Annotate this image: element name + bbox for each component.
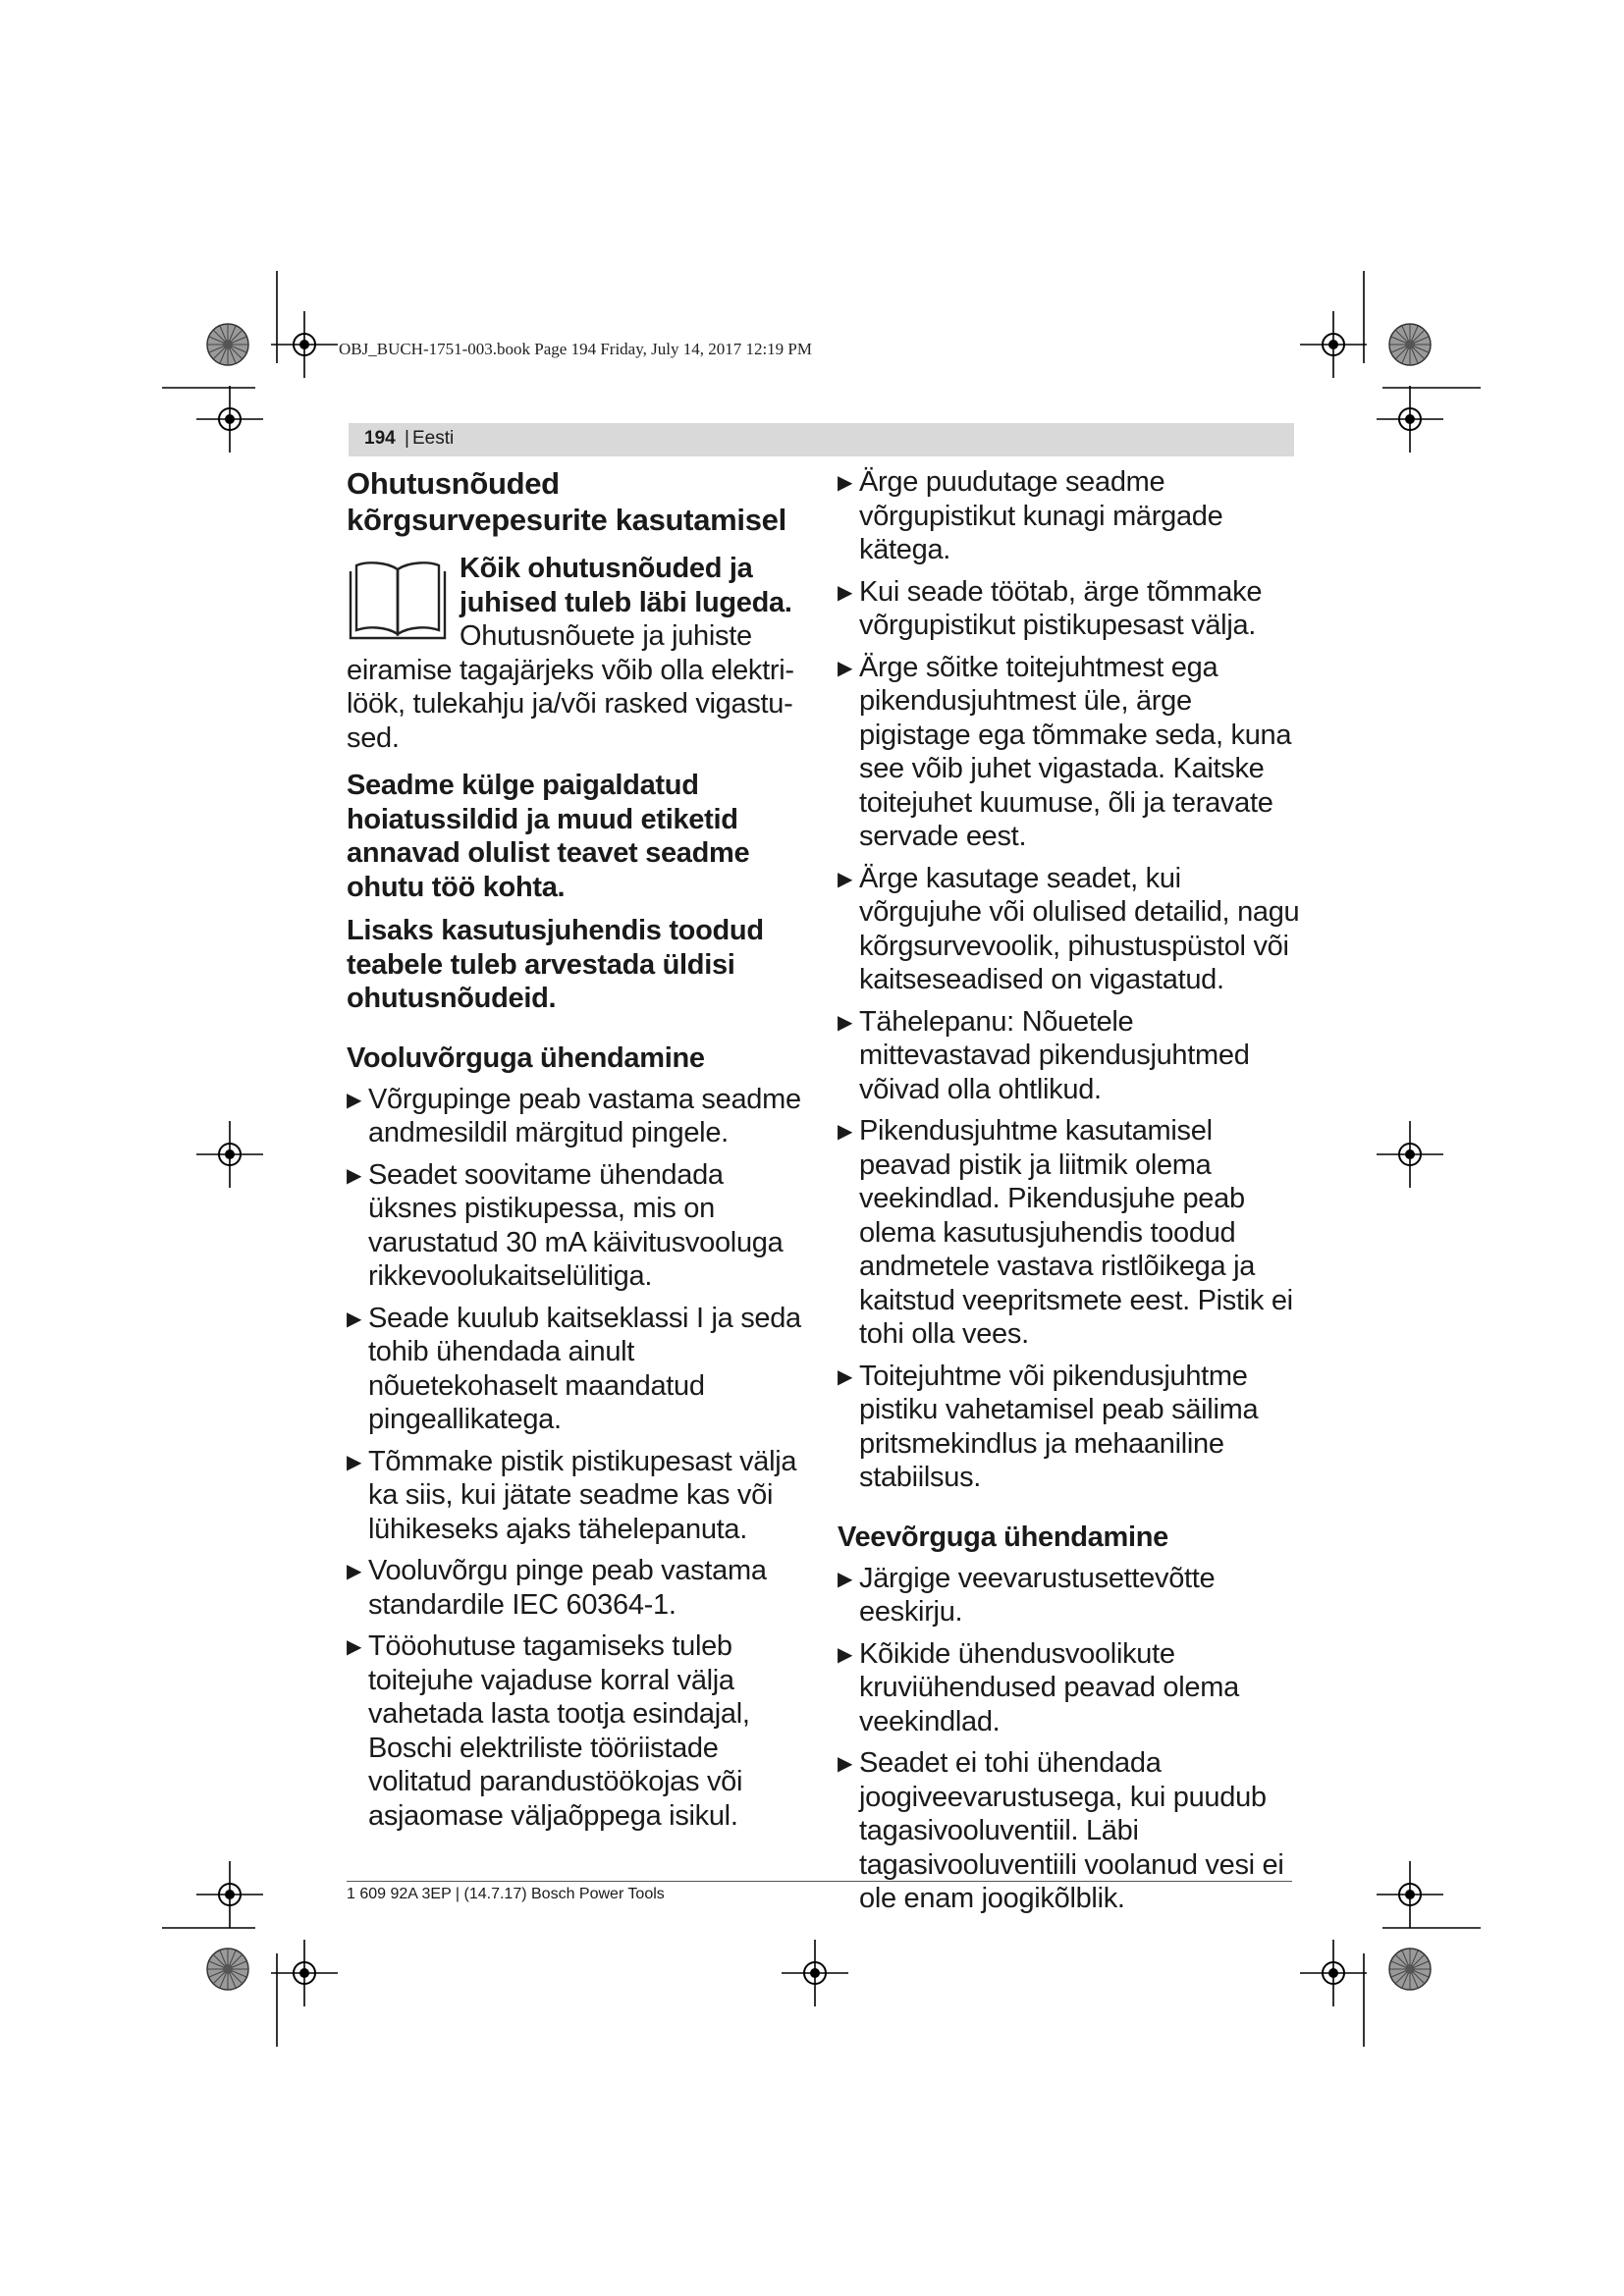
registration-mark-icon <box>1300 1940 1367 2006</box>
registration-mark-icon <box>1377 1861 1443 1928</box>
bullet-arrow-icon: ▶ <box>347 1089 362 1111</box>
color-wheel-icon <box>1389 1949 1431 1990</box>
bullet-arrow-icon: ▶ <box>838 1753 853 1775</box>
registration-mark-icon <box>1377 1121 1443 1188</box>
bullet-arrow-icon: ▶ <box>838 472 853 494</box>
bullet-arrow-icon: ▶ <box>347 1164 362 1187</box>
header-language: Eesti <box>412 428 455 449</box>
registration-mark-icon <box>196 1861 263 1928</box>
bullet-arrow-icon: ▶ <box>347 1451 362 1473</box>
warning-labels-note: Seadme külge paigaldatud hoiatussildid ja muud etiketid annavad olulist teavet seadme ohutu töö kohta. <box>347 770 750 903</box>
power-heading: Vooluvõrguga ühendamine <box>347 1041 705 1074</box>
registration-mark-icon <box>196 386 263 453</box>
page-footer: 1 609 92A 3EP | (14.7.17) Bosch Power Tools <box>347 1886 665 1902</box>
registration-mark-icon <box>196 1121 263 1188</box>
intro-text: Ohutusnõuete ja juhiste eiramise tagajärjeks võib olla elektri-löök, tulekahju ja/või rasked vigastu-sed. <box>347 620 794 754</box>
page-header <box>349 423 1294 456</box>
registration-mark-icon <box>271 1940 338 2006</box>
bullet-arrow-icon: ▶ <box>347 1561 362 1582</box>
bullet-arrow-icon: ▶ <box>838 581 853 604</box>
registration-mark-icon <box>271 311 338 378</box>
list-item: ▶ Vooluvõrgu pinge peab vastama standardile IEC 60364-1. <box>347 1555 767 1621</box>
book-icon <box>347 556 450 642</box>
list-item: ▶ Tööohutuse tagamiseks tuleb toitejuhe vajaduse korral välja vahetada lasta tootja esindajal, Boschi elektriliste tööriistade volitatud parandustöökojas või asjaomase väljaõppega isikul. <box>347 1630 750 1832</box>
list-item: ▶ Võrgupinge peab vastama seadme andmesildil märgitud pingele. <box>347 1083 801 1148</box>
page-number: 194 <box>364 428 396 449</box>
bullet-arrow-icon: ▶ <box>838 657 853 679</box>
list-item: ▶ Pikendusjuhtme kasutamisel peavad pistik ja liitmik olema veekindlad. Pikendusjuhe peab olema kasutusjuhendis toodud andmetele vastava ristlõikega ja kaitstud veepritsmete eest. Pistik ei tohi olla vees. <box>838 1115 1293 1350</box>
intro-bold: Kõik ohutusnõuded ja juhised tuleb läbi lugeda. <box>460 553 792 618</box>
intro-block <box>347 552 813 755</box>
list-item: ▶ Ärge sõitke toitejuhtmest ega pikendusjuhtmest üle, ärge pigistage ega tõmmake seda, kuna see võib juhet vigastada. Kaitske toitejuhet kuumuse, õli ja teravate servade eest. <box>838 651 1292 852</box>
printer-info: OBJ_BUCH-1751-003.book Page 194 Friday, July 14, 2017 12:19 PM <box>339 340 812 358</box>
left-column <box>347 465 813 1841</box>
color-wheel-icon <box>207 1949 248 1990</box>
footer-divider <box>347 1881 1292 1882</box>
bullet-arrow-icon: ▶ <box>838 1011 853 1034</box>
list-item: ▶ Seadet ei tohi ühendada joogiveevarustusega, kui puudub tagasivooluventiil. Läbi tagasivooluventiili voolanud vesi ei ole enam joogikõlblik. <box>838 1747 1284 1914</box>
bullet-arrow-icon: ▶ <box>838 1643 853 1666</box>
list-item: ▶ Ärge kasutage seadet, kui võrgujuhe või olulised detailid, nagu kõrgsurvevoolik, pihustuspüstol või kaitseseadised on vigastatud. <box>838 862 1300 995</box>
list-item: ▶ Seade kuulub kaitseklassi I ja seda tohib ühendada ainult nõuetekohaselt maandatud pingeallikatega. <box>347 1302 801 1435</box>
right-column <box>838 465 1309 1924</box>
bullet-arrow-icon: ▶ <box>838 1121 853 1143</box>
general-safety-note: Lisaks kasutusjuhendis toodud teabele tuleb arvestada üldisi ohutusnõudeid. <box>347 915 764 1014</box>
list-item: ▶ Seadet soovitame ühendada üksnes pistikupessa, mis on varustatud 30 mA käivitusvooluga rikkevoolukaitselülitiga. <box>347 1158 784 1292</box>
bullet-arrow-icon: ▶ <box>838 1568 853 1590</box>
bullet-arrow-icon: ▶ <box>347 1636 362 1658</box>
page-title: Ohutusnõuded kõrgsurvepesurite kasutamisel <box>347 466 786 537</box>
list-item: ▶ Kui seade töötab, ärge tõmmake võrgupistikut pistikupesast välja. <box>838 575 1263 641</box>
registration-mark-icon <box>782 1940 848 2006</box>
color-wheel-icon <box>1389 324 1431 365</box>
bullet-arrow-icon: ▶ <box>838 1365 853 1388</box>
list-item: ▶ Järgige veevarustusettevõtte eeskirju. <box>838 1562 1216 1628</box>
bullet-arrow-icon: ▶ <box>838 868 853 890</box>
list-item: ▶ Tähelepanu: Nõuetele mittevastavad pikendusjuhtmed võivad olla ohtlikud. <box>838 1005 1250 1105</box>
color-wheel-icon <box>207 324 248 365</box>
list-item: ▶ Ärge puudutage seadme võrgupistikut kunagi märgade kätega. <box>838 466 1223 565</box>
water-heading: Veevõrguga ühendamine <box>838 1521 1168 1553</box>
power-list-continued <box>838 465 1309 1495</box>
header-separator: | <box>405 428 409 449</box>
bullet-arrow-icon: ▶ <box>347 1308 362 1330</box>
registration-mark-icon <box>1377 386 1443 453</box>
power-list <box>347 1083 813 1834</box>
list-item: ▶ Toitejuhtme või pikendusjuhtme pistiku vahetamisel peab säilima pritsmekindlus ja mehaaniline stabiilsus. <box>838 1360 1259 1493</box>
registration-mark-icon <box>1300 311 1367 378</box>
water-list <box>838 1562 1309 1916</box>
list-item: ▶ Tõmmake pistik pistikupesast välja ka siis, kui jätate seadme kas või lühikeseks ajaks tähelepanuta. <box>347 1445 797 1545</box>
list-item: ▶ Kõikide ühendusvoolikute kruviühendused peavad olema veekindlad. <box>838 1637 1239 1737</box>
